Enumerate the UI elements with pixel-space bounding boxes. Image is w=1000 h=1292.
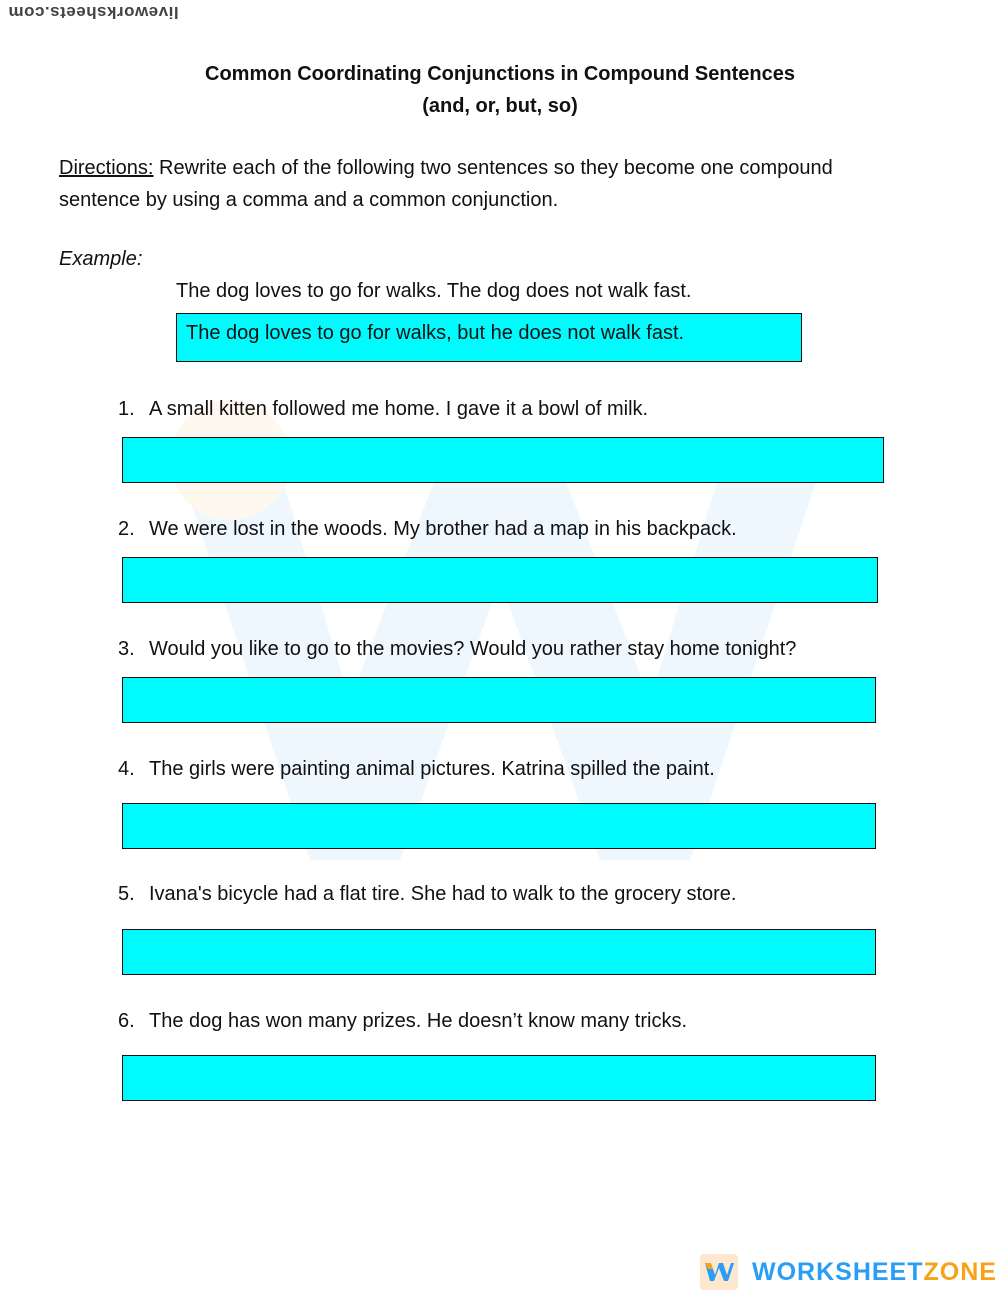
question-text: A small kitten followed me home. I gave it a bowl of milk. bbox=[149, 398, 649, 420]
question-4 bbox=[118, 758, 715, 781]
question-text: The girls were painting animal pictures. Katrina spilled the paint. bbox=[149, 758, 715, 780]
question-text: The dog has won many prizes. He doesn’t know many tricks. bbox=[149, 1010, 688, 1032]
example-source-sentence: The dog loves to go for walks. The dog does not walk fast. bbox=[176, 280, 692, 302]
question-number: 2. bbox=[118, 518, 135, 540]
answer-input-3[interactable] bbox=[122, 677, 876, 723]
question-number: 5. bbox=[118, 883, 135, 905]
example-answer-box: The dog loves to go for walks, but he does not walk fast. bbox=[176, 313, 802, 362]
question-number: 6. bbox=[118, 1010, 135, 1032]
answer-input-4[interactable] bbox=[122, 803, 876, 849]
answer-input-1[interactable] bbox=[122, 437, 884, 483]
question-number: 3. bbox=[118, 638, 135, 660]
directions bbox=[59, 152, 919, 216]
worksheet-title: Common Coordinating Conjunctions in Compound Sentences bbox=[205, 63, 795, 85]
question-text: Would you like to go to the movies? Would you rather stay home tonight? bbox=[149, 638, 797, 660]
directions-label: Directions: bbox=[59, 157, 154, 179]
question-1 bbox=[118, 398, 648, 421]
mirrored-site-text: liveworksheets.com bbox=[8, 3, 179, 22]
question-number: 4. bbox=[118, 758, 135, 780]
w-logo-icon bbox=[700, 1254, 738, 1290]
question-6 bbox=[118, 1010, 687, 1033]
directions-text: Rewrite each of the following two sentences so they become one compound sentence by using a comma and a common conjunction. bbox=[59, 157, 833, 211]
question-number: 1. bbox=[118, 398, 135, 420]
answer-input-6[interactable] bbox=[122, 1055, 876, 1101]
example-label: Example: bbox=[59, 248, 143, 270]
worksheetzone-logo bbox=[700, 1252, 997, 1292]
question-3 bbox=[118, 638, 796, 661]
worksheet-subtitle: (and, or, but, so) bbox=[422, 95, 578, 117]
answer-input-2[interactable] bbox=[122, 557, 878, 603]
question-text: Ivana's bicycle had a flat tire. She had to walk to the grocery store. bbox=[149, 883, 737, 905]
brand-main: WORKSHEET bbox=[752, 1257, 924, 1286]
question-2 bbox=[118, 518, 737, 541]
brand-name bbox=[752, 1258, 997, 1287]
brand-accent: ZONE bbox=[923, 1257, 997, 1286]
answer-input-5[interactable] bbox=[122, 929, 876, 975]
question-text: We were lost in the woods. My brother had a map in his backpack. bbox=[149, 518, 737, 540]
question-5 bbox=[118, 883, 736, 906]
